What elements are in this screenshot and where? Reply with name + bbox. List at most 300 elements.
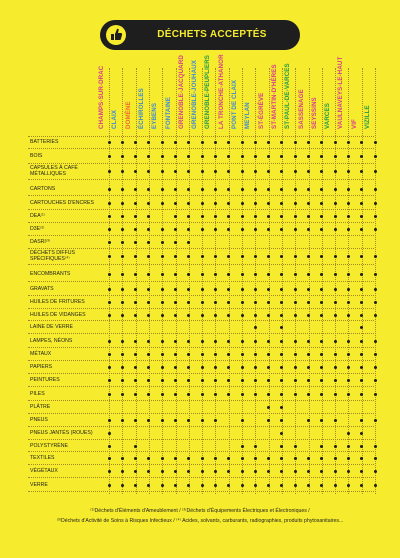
row-divider (28, 333, 374, 334)
accepted-dot (280, 484, 283, 487)
accepted-dot (174, 470, 177, 473)
accepted-dot (147, 288, 150, 291)
row-divider (28, 235, 374, 236)
column-header (204, 55, 217, 136)
accepted-dot (227, 228, 230, 231)
accepted-dot (201, 301, 204, 304)
accepted-dot (347, 170, 350, 173)
column-header (217, 54, 231, 136)
column-header (152, 68, 164, 136)
accepted-dot (374, 155, 377, 158)
column-header-label: SASSENAGE (297, 89, 305, 129)
accepted-dot (280, 273, 283, 276)
accepted-dot (187, 484, 190, 487)
column-header (126, 68, 138, 136)
column-header-label: CHAMPS-SUR-DRAC (98, 65, 105, 129)
row-divider (28, 373, 374, 374)
accepted-dot (307, 188, 310, 191)
accepted-dot (334, 353, 337, 356)
accepted-dot (347, 393, 350, 396)
accepted-dot (227, 288, 230, 291)
accepted-dot (201, 170, 204, 173)
accepted-dot (147, 141, 150, 144)
row-divider (28, 464, 374, 465)
accepted-dot (360, 419, 363, 422)
accepted-dot (267, 141, 270, 144)
accepted-dot (241, 228, 244, 231)
accepted-dot (121, 141, 124, 144)
accepted-dot (320, 255, 323, 258)
accepted-dot (174, 484, 177, 487)
column-header-label: VIZILLE (364, 105, 371, 129)
row-label: BATTERIES (30, 139, 59, 145)
column-header (337, 56, 350, 136)
accepted-dot (241, 288, 244, 291)
accepted-dot (227, 141, 230, 144)
accepted-dot (320, 470, 323, 473)
accepted-dot (267, 353, 270, 356)
accepted-dot (161, 340, 164, 343)
accepted-dot (294, 141, 297, 144)
row-divider (28, 426, 374, 427)
accepted-dot (267, 457, 270, 460)
accepted-dot (161, 470, 164, 473)
row-label: LAINE DE VERRE (30, 324, 73, 330)
accepted-dot (254, 366, 257, 369)
row-divider (28, 209, 374, 210)
accepted-dot (374, 188, 377, 191)
accepted-dot (227, 273, 230, 276)
accepted-dot (108, 155, 111, 158)
accepted-dot (294, 353, 297, 356)
accepted-dot (254, 340, 257, 343)
accepted-dot (360, 273, 363, 276)
column-header (270, 64, 284, 136)
accepted-dot (121, 228, 124, 231)
accepted-dot (254, 379, 257, 382)
header-divider (28, 136, 374, 137)
row-divider (28, 295, 374, 296)
footnote-line-2: ⁽³⁾Déchets d'Activité de Soins à Risques Infectieux / ⁽⁴⁾ Acides, solvants, carburants, radiographies, produits phytosanitaires... (56, 518, 344, 524)
accepted-dot (374, 484, 377, 487)
column-header-label: ST-ÉGRÈVE (257, 92, 265, 129)
accepted-dot (174, 379, 177, 382)
accepted-dot (187, 457, 190, 460)
accepted-dot (108, 314, 111, 317)
accepted-dot (334, 393, 337, 396)
accepted-dot (108, 170, 111, 173)
accepted-dot (347, 301, 350, 304)
accepted-dot (280, 202, 283, 205)
row-divider (28, 195, 374, 196)
row-label: DASRI⁽³⁾ (30, 239, 51, 245)
accepted-dot (267, 340, 270, 343)
accepted-dot (374, 170, 377, 173)
accepted-dot (161, 353, 164, 356)
accepted-dot (267, 314, 270, 317)
accepted-dot (108, 241, 111, 244)
accepted-dot (280, 379, 283, 382)
accepted-dot (161, 188, 164, 191)
accepted-dot (187, 155, 190, 158)
row-label: MÉTAUX (30, 351, 52, 357)
accepted-dot (174, 366, 177, 369)
column-header (259, 68, 271, 136)
row-label: PEINTURES (30, 377, 60, 383)
accepted-dot (307, 419, 310, 422)
row-label: VÉGÉTAUX (30, 468, 58, 474)
accepted-dot (201, 470, 204, 473)
accepted-dot (254, 353, 257, 356)
accepted-dot (108, 353, 111, 356)
accepted-dot (108, 366, 111, 369)
accepted-dot (294, 188, 297, 191)
column-header (98, 65, 111, 136)
accepted-dot (187, 188, 190, 191)
accepted-dot (187, 273, 190, 276)
column-header-label: GRENOBLE-PEUPLIERS (204, 55, 212, 129)
accepted-dot (320, 155, 323, 158)
accepted-dot (108, 202, 111, 205)
accepted-dot (214, 457, 217, 460)
accepted-dot (294, 457, 297, 460)
accepted-dot (280, 419, 283, 422)
accepted-dot (174, 273, 177, 276)
accepted-dot (147, 188, 150, 191)
accepted-dot (280, 215, 283, 218)
accepted-dot (187, 419, 190, 422)
accepted-dot (121, 314, 124, 317)
row-divider (28, 491, 374, 492)
row-label: BOIS (30, 153, 43, 159)
accepted-dot (294, 155, 297, 158)
accepted-dot (347, 379, 350, 382)
accepted-dot (147, 228, 150, 231)
accepted-dot (360, 155, 363, 158)
accepted-dot (360, 141, 363, 144)
accepted-dot (134, 379, 137, 382)
accepted-dot (108, 188, 111, 191)
accepted-dot (121, 353, 124, 356)
column-header-label: PONT DE CLAIX (231, 79, 238, 129)
accepted-dot (254, 484, 257, 487)
accepted-dot (147, 393, 150, 396)
column-header (312, 68, 324, 136)
accepted-dot (134, 470, 137, 473)
accepted-dot (254, 215, 257, 218)
accepted-dot (334, 419, 337, 422)
accepted-dot (134, 366, 137, 369)
accepted-dot (187, 215, 190, 218)
accepted-dot (280, 314, 283, 317)
accepted-dot (161, 366, 164, 369)
accepted-dot (201, 393, 204, 396)
accepted-dot (134, 301, 137, 304)
accepted-dot (320, 141, 323, 144)
accepted-dot (254, 170, 257, 173)
accepted-dot (307, 228, 310, 231)
footnote-line-1: ⁽¹⁾Déchets d'Éléments d'Ameublement / ⁽²⁾Déchets d'Équipements Électriques et Électroniques / (90, 508, 310, 514)
accepted-dot (360, 457, 363, 460)
column-header-label: ST-PAUL-DE-VARCES (284, 63, 292, 129)
accepted-dot (161, 273, 164, 276)
accepted-dot (134, 228, 137, 231)
accepted-dot (241, 366, 244, 369)
accepted-dot (241, 419, 244, 422)
accepted-dot (280, 457, 283, 460)
accepted-dot (201, 379, 204, 382)
accepted-dot (374, 141, 377, 144)
accepted-dot (320, 457, 323, 460)
accepted-dot (241, 202, 244, 205)
accepted-dot (227, 301, 230, 304)
accepted-dot (360, 288, 363, 291)
accepted-dot (347, 340, 350, 343)
accepted-dot (360, 432, 363, 435)
accepted-dot (187, 314, 190, 317)
accepted-dot (201, 419, 204, 422)
accepted-dot (294, 393, 297, 396)
accepted-dot (174, 255, 177, 258)
accepted-dot (134, 393, 137, 396)
accepted-dot (334, 215, 337, 218)
accepted-dot (360, 379, 363, 382)
accepted-dot (121, 340, 124, 343)
accepted-dot (334, 155, 337, 158)
accepted-dot (134, 202, 137, 205)
accepted-dot (254, 457, 257, 460)
accepted-dot (214, 228, 217, 231)
accepted-dot (241, 484, 244, 487)
row-label: PILES (30, 391, 45, 397)
accepted-dot (187, 353, 190, 356)
accepted-dot (294, 255, 297, 258)
row-divider (28, 477, 374, 478)
accepted-dot (307, 353, 310, 356)
accepted-dot (174, 419, 177, 422)
accepted-dot (147, 419, 150, 422)
accepted-dot (280, 326, 283, 329)
accepted-dot (320, 379, 323, 382)
accepted-dot (360, 301, 363, 304)
column-header-label: VAULNAVEYS-LE-HAUT (337, 56, 345, 129)
row-label: PNEUS JANTÉS (ROUES) (30, 430, 93, 436)
accepted-dot (214, 273, 217, 276)
accepted-dot (241, 273, 244, 276)
accepted-dot (108, 273, 111, 276)
accepted-dot (174, 314, 177, 317)
accepted-dot (320, 202, 323, 205)
accepted-dot (227, 340, 230, 343)
accepted-dot (174, 393, 177, 396)
accepted-dot (227, 366, 230, 369)
accepted-dot (267, 170, 270, 173)
accepted-dot (360, 353, 363, 356)
accepted-dot (201, 314, 204, 317)
accepted-dot (174, 155, 177, 158)
accepted-dot (320, 273, 323, 276)
accepted-dot (347, 457, 350, 460)
column-header (112, 68, 124, 136)
accepted-dot (280, 445, 283, 448)
row-divider (28, 386, 374, 387)
accepted-dot (267, 273, 270, 276)
column-header (232, 68, 244, 136)
accepted-dot (241, 353, 244, 356)
accepted-dot (201, 215, 204, 218)
accepted-dot (254, 288, 257, 291)
accepted-dot (214, 170, 217, 173)
accepted-dot (108, 393, 111, 396)
accepted-dot (307, 366, 310, 369)
accepted-dot (241, 470, 244, 473)
column-header (365, 68, 377, 136)
accepted-dot (147, 301, 150, 304)
accepted-dot (294, 379, 297, 382)
accepted-dot (121, 419, 124, 422)
row-divider (28, 222, 374, 223)
accepted-dot (214, 470, 217, 473)
accepted-dot (214, 202, 217, 205)
accepted-dot (347, 484, 350, 487)
accepted-dot (227, 170, 230, 173)
accepted-dot (121, 215, 124, 218)
row-label: DÉCHETS DIFFUS SPÉCIFIQUES⁽⁴⁾ (30, 250, 75, 263)
accepted-dot (147, 155, 150, 158)
column-header-label: EYBENS (151, 102, 159, 129)
accepted-dot (201, 457, 204, 460)
accepted-dot (347, 228, 350, 231)
accepted-dot (121, 484, 124, 487)
accepted-dot (280, 301, 283, 304)
accepted-dot (121, 393, 124, 396)
accepted-dot (267, 215, 270, 218)
accepted-dot (320, 340, 323, 343)
column-header-label: VIF (350, 119, 358, 129)
accepted-dot (121, 457, 124, 460)
accepted-dot (294, 202, 297, 205)
accepted-dot (320, 353, 323, 356)
accepted-dot (187, 241, 190, 244)
accepted-dot (174, 170, 177, 173)
accepted-dot (267, 188, 270, 191)
accepted-dot (187, 393, 190, 396)
accepted-dot (360, 188, 363, 191)
column-header-label: ÉCHIROLLES (137, 88, 145, 129)
accepted-dot (374, 470, 377, 473)
accepted-dot (108, 255, 111, 258)
accepted-dot (147, 353, 150, 356)
accepted-dot (187, 255, 190, 258)
row-label: HUILES DE FRITURES (30, 299, 85, 305)
accepted-dot (227, 353, 230, 356)
accepted-dot (267, 255, 270, 258)
accepted-dot (147, 170, 150, 173)
accepted-dot (254, 314, 257, 317)
accepted-dot (241, 457, 244, 460)
accepted-dot (347, 141, 350, 144)
accepted-dot (227, 484, 230, 487)
row-label: TEXTILES (30, 455, 55, 461)
accepted-dot (241, 255, 244, 258)
accepted-dot (134, 484, 137, 487)
accepted-dot (307, 170, 310, 173)
accepted-dot (254, 228, 257, 231)
accepted-dot (254, 155, 257, 158)
accepted-dot (360, 393, 363, 396)
accepted-dot (121, 170, 124, 173)
accepted-dot (147, 215, 150, 218)
accepted-dot (214, 314, 217, 317)
accepted-dot (174, 241, 177, 244)
accepted-dot (134, 188, 137, 191)
row-label: PAPIERS (30, 364, 53, 370)
accepted-dot (334, 288, 337, 291)
accepted-dot (294, 445, 297, 448)
accepted-dot (254, 255, 257, 258)
accepted-dot (214, 141, 217, 144)
accepted-dot (174, 215, 177, 218)
accepted-dot (334, 202, 337, 205)
accepted-dot (241, 393, 244, 396)
accepted-dot (347, 432, 350, 435)
accepted-dot (161, 314, 164, 317)
accepted-dot (334, 484, 337, 487)
accepted-dot (134, 288, 137, 291)
accepted-dot (374, 445, 377, 448)
accepted-dot (108, 141, 111, 144)
accepted-dot (307, 301, 310, 304)
row-label: DEA⁽¹⁾ (30, 213, 45, 219)
accepted-dot (280, 170, 283, 173)
accepted-dot (347, 215, 350, 218)
accepted-dot (254, 445, 257, 448)
accepted-dot (320, 170, 323, 173)
accepted-dot (347, 470, 350, 473)
accepted-dot (360, 255, 363, 258)
accepted-dot (134, 273, 137, 276)
accepted-dot (280, 255, 283, 258)
column-header (245, 68, 257, 136)
accepted-dot (187, 141, 190, 144)
row-label: ENCOMBRANTS (30, 271, 71, 277)
accepted-dot (147, 255, 150, 258)
accepted-dot (280, 366, 283, 369)
accepted-dot (121, 301, 124, 304)
accepted-dot (161, 255, 164, 258)
row-label: D3E⁽²⁾ (30, 226, 45, 232)
accepted-dot (108, 445, 111, 448)
accepted-dot (307, 314, 310, 317)
accepted-dot (161, 379, 164, 382)
column-header (139, 68, 151, 136)
accepted-dot (227, 379, 230, 382)
accepted-dot (360, 366, 363, 369)
accepted-dot (267, 366, 270, 369)
accepted-dot (241, 188, 244, 191)
accepted-dot (227, 188, 230, 191)
column-header-label: MEYLAN (244, 102, 252, 129)
row-divider (28, 308, 374, 309)
accepted-dot (347, 353, 350, 356)
accepted-dot (134, 353, 137, 356)
accepted-dot (187, 366, 190, 369)
accepted-dot (280, 432, 283, 435)
accepted-dot (360, 170, 363, 173)
accepted-dot (214, 379, 217, 382)
accepted-dot (320, 393, 323, 396)
row-divider (28, 148, 374, 149)
